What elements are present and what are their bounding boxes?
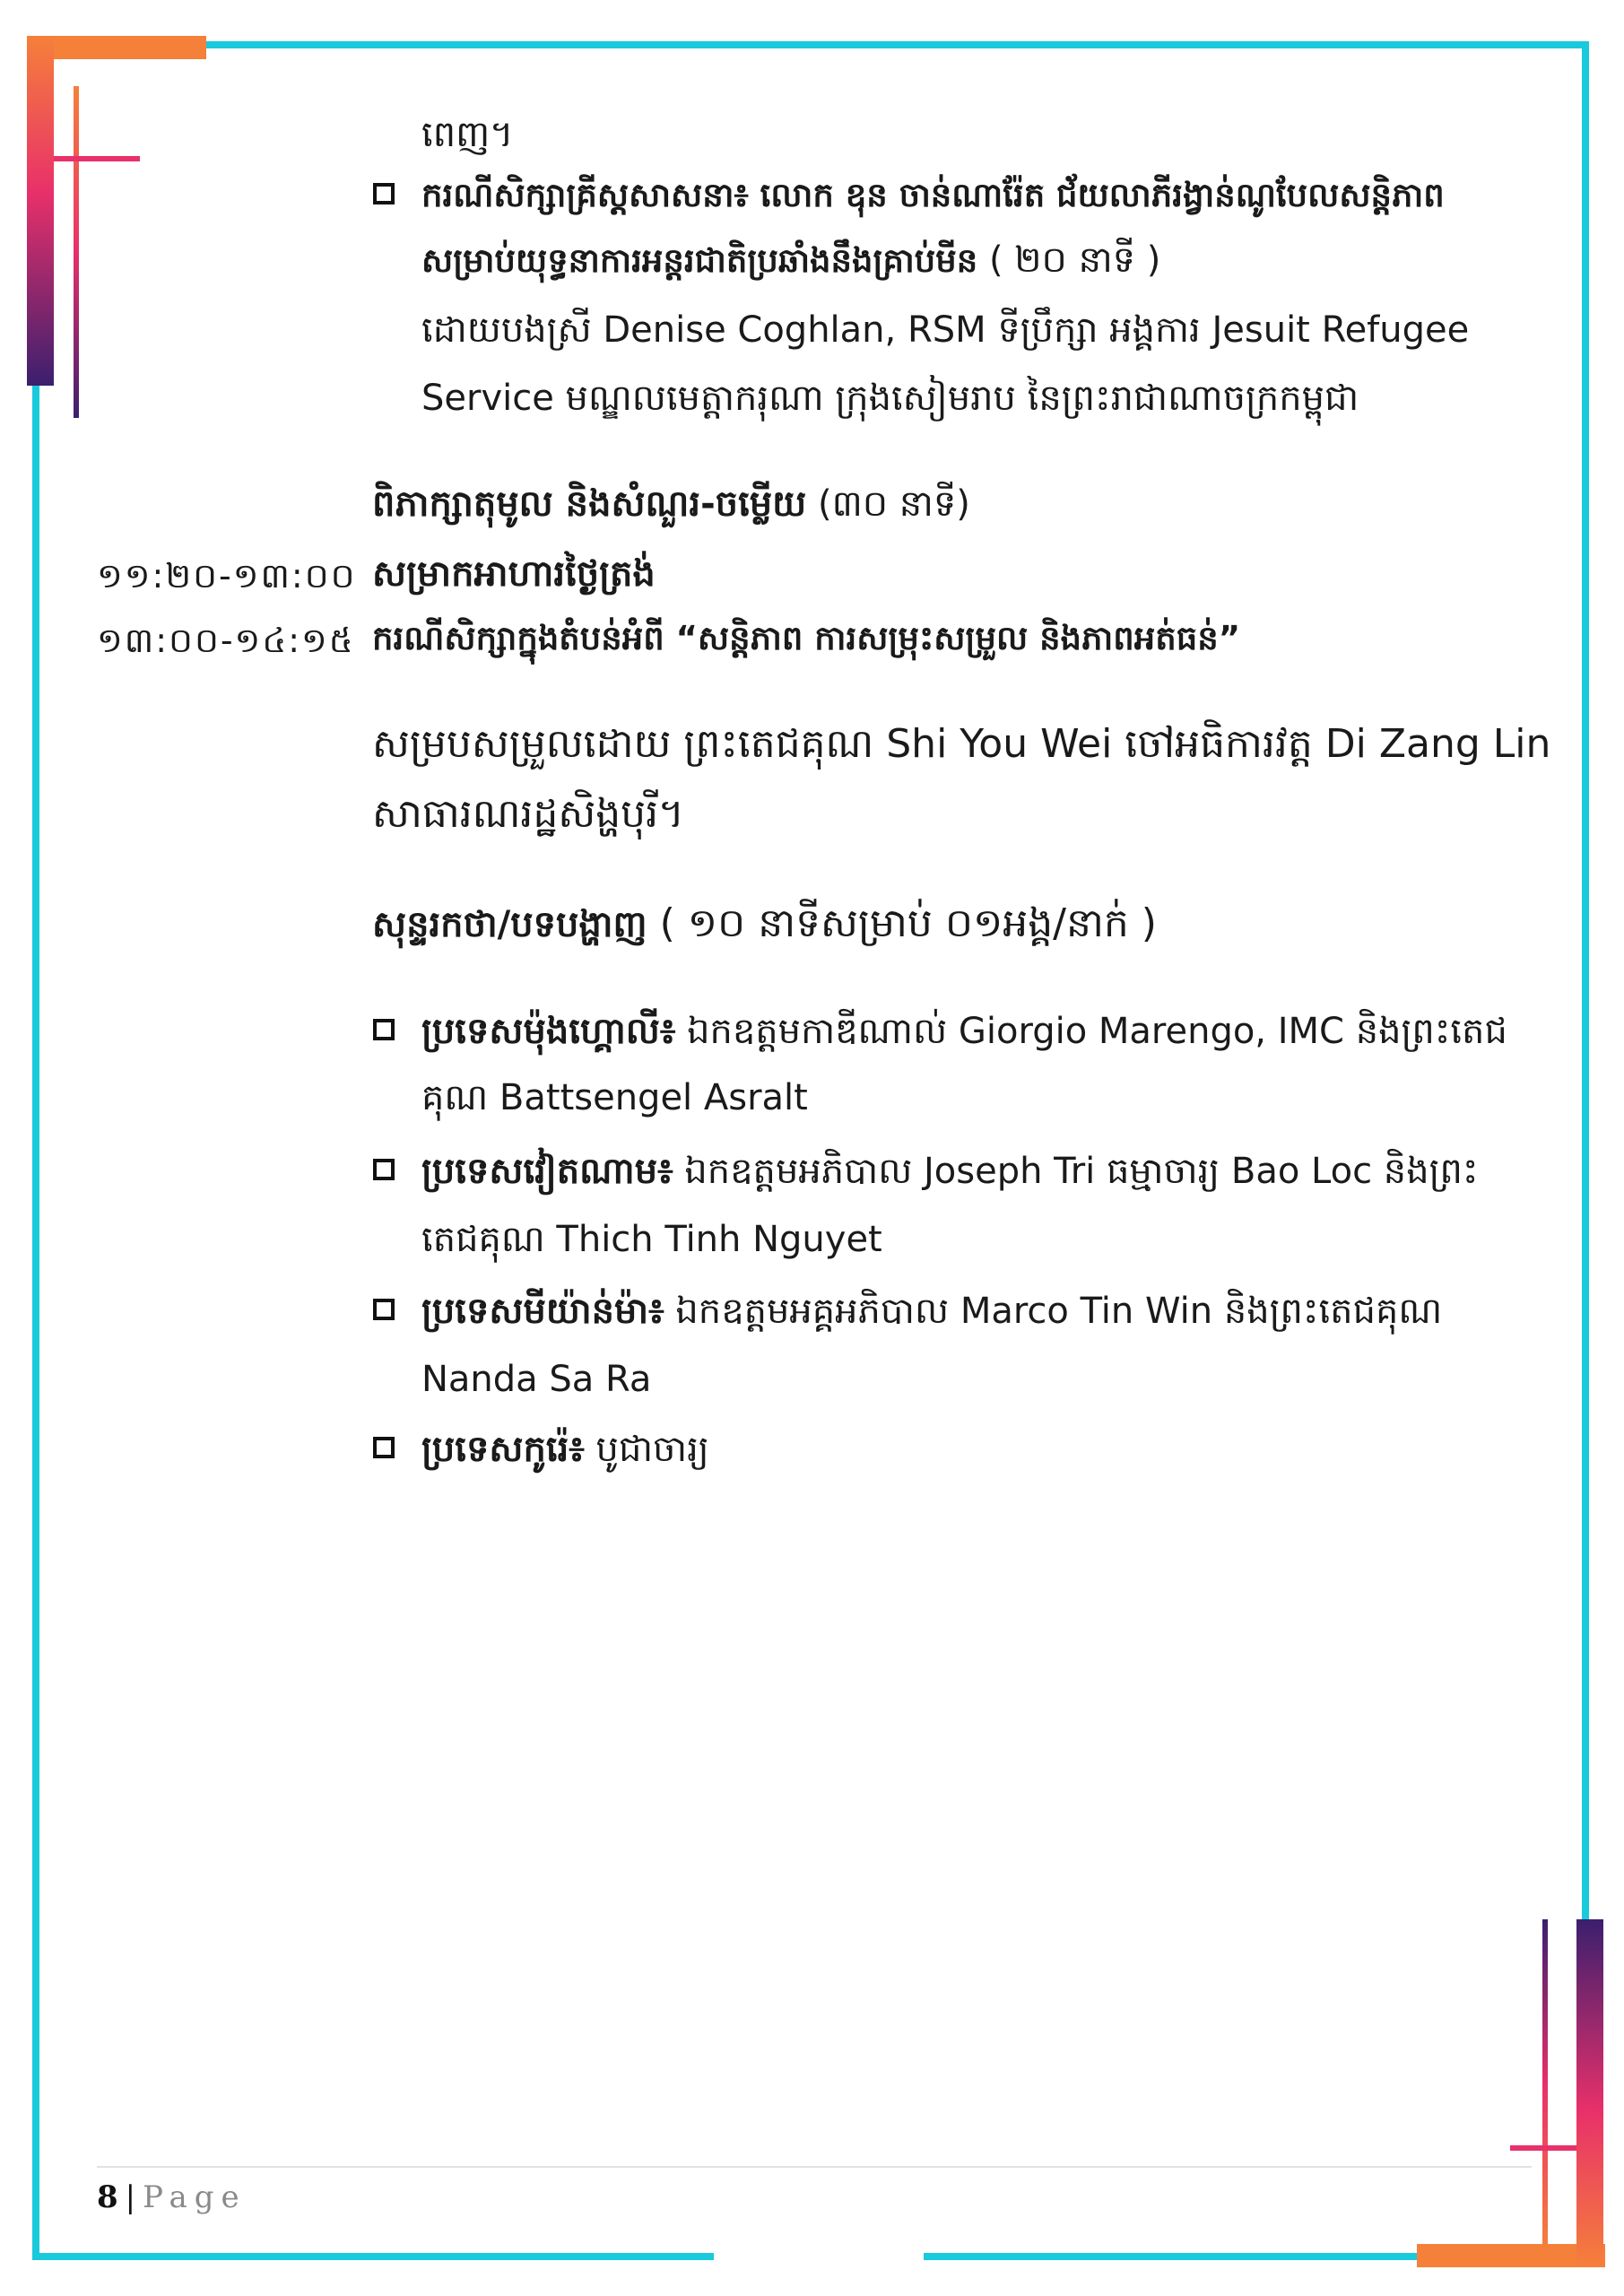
vietnam-item: [421, 1146, 1478, 1196]
footer-separator: |: [125, 2179, 136, 2215]
page-label: Page: [143, 2179, 247, 2215]
korea-speakers: បូជាចារ្យ: [584, 1429, 709, 1470]
checkbox-icon: [373, 183, 395, 204]
time-lunch: ១១:២០-១៣:០០: [97, 556, 357, 596]
checkbox-icon: [373, 1437, 395, 1458]
checkbox-icon: [373, 1299, 395, 1320]
myanmar-item-cont: Nanda Sa Ra: [421, 1359, 652, 1400]
bottom-right-ornament: [1417, 1919, 1605, 2278]
regional-case-study: ករណីសិក្សាក្នុងតំបន់អំពី “សន្តិភាព ការសម្រុះសម្រួល និងភាពអត់ធន់”: [372, 619, 1241, 657]
myanmar-label: ប្រទេសមីយ៉ាន់ម៉ា៖: [421, 1291, 664, 1332]
speaker-line-1: ដោយបងស្រី Denise Coghlan, RSM ទីប្រឹក្សា អង្គការ Jesuit Refugee: [421, 309, 1470, 351]
case-study-christian-title-2: [421, 235, 1160, 286]
vietnam-speakers: ឯកឧត្តមអភិបាល Joseph Tri ធម្មាចារ្យ Bao Loc និងព្រះ: [673, 1151, 1479, 1192]
frame-left: [32, 377, 39, 2260]
myanmar-item: [421, 1286, 1442, 1336]
presentation-heading: [372, 897, 1157, 952]
vietnam-label: ប្រទេសវៀតណាម៖: [421, 1151, 673, 1192]
checkbox-icon: [373, 1159, 395, 1180]
time-regional: ១៣:០០-១៤:១៥: [97, 621, 355, 660]
round-table-duration: (៣០ នាទី): [806, 483, 970, 525]
moderator-line-1: សម្របសម្រួលដោយ ព្រះតេជគុណ Shi You Wei ចៅអធិការវត្ត Di Zang Lin: [372, 721, 1551, 767]
top-left-ornament: [27, 36, 206, 395]
vietnam-item-cont: តេជគុណ Thich Tinh Nguyet: [421, 1219, 882, 1260]
case-study-christian-title: ករណីសិក្សាគ្រីស្តសាសនា៖ លោក ឧុន ចាន់ណារ៉ែត ជ័យលាភីរង្វាន់ណូបែលសន្តិភាព: [421, 176, 1445, 214]
lunch-break: សម្រាកអាហារថ្ងៃត្រង់: [372, 553, 656, 595]
page-footer: [97, 2179, 247, 2215]
mongolia-item-cont: គុណ Battsengel Asralt: [421, 1077, 808, 1118]
mongolia-speakers: ឯកឧត្តមកាឌីណាល់ Giorgio Marengo, IMC និងព្រះតេជ: [675, 1011, 1507, 1052]
frame-right: [1582, 41, 1589, 1925]
frame-bottom-left: [32, 2253, 714, 2260]
frame-bottom-right: [924, 2253, 1462, 2260]
checkbox-icon: [373, 1019, 395, 1040]
round-table-title: ពិភាក្សាតុមូល និងសំណួរ-ចម្លើយ: [372, 483, 807, 525]
page-number: 8: [97, 2179, 118, 2215]
speaker-line-2: Service មណ្ឌលមេត្តាករុណា ក្រុងសៀមរាប នៃព្រះរាជាណាចក្រកម្ពុជា: [421, 378, 1359, 419]
korea-label: ប្រទេសកូរ៉េ៖: [421, 1429, 585, 1470]
duration: ( ២០ នាទី ): [977, 239, 1161, 281]
footer-rule: [97, 2166, 1532, 2168]
presentation-title: សុន្ទរកថា/បទបង្ហាញ: [372, 904, 647, 945]
myanmar-speakers: ឯកឧត្តមអគ្គអភិបាល Marco Tin Win និងព្រះតេជគុណ: [664, 1291, 1443, 1332]
mongolia-item: [421, 1006, 1507, 1057]
moderator-line-2: សាធារណរដ្ឋសិង្ហបុរី។: [372, 791, 685, 837]
line-continuation: ពេញ។: [421, 114, 514, 155]
title-bold-part: សម្រាប់យុទ្ធនាការអន្តរជាតិប្រឆាំងនឹងគ្រាប់មីន: [421, 241, 978, 280]
round-table: [372, 479, 970, 529]
mongolia-label: ប្រទេសម៉ុងហ្គោលី៖: [421, 1011, 676, 1052]
korea-item: [421, 1424, 709, 1474]
frame-top: [126, 41, 1589, 48]
presentation-duration: ( ១០ នាទីសម្រាប់ ០១អង្គ/នាក់ ): [647, 900, 1157, 946]
